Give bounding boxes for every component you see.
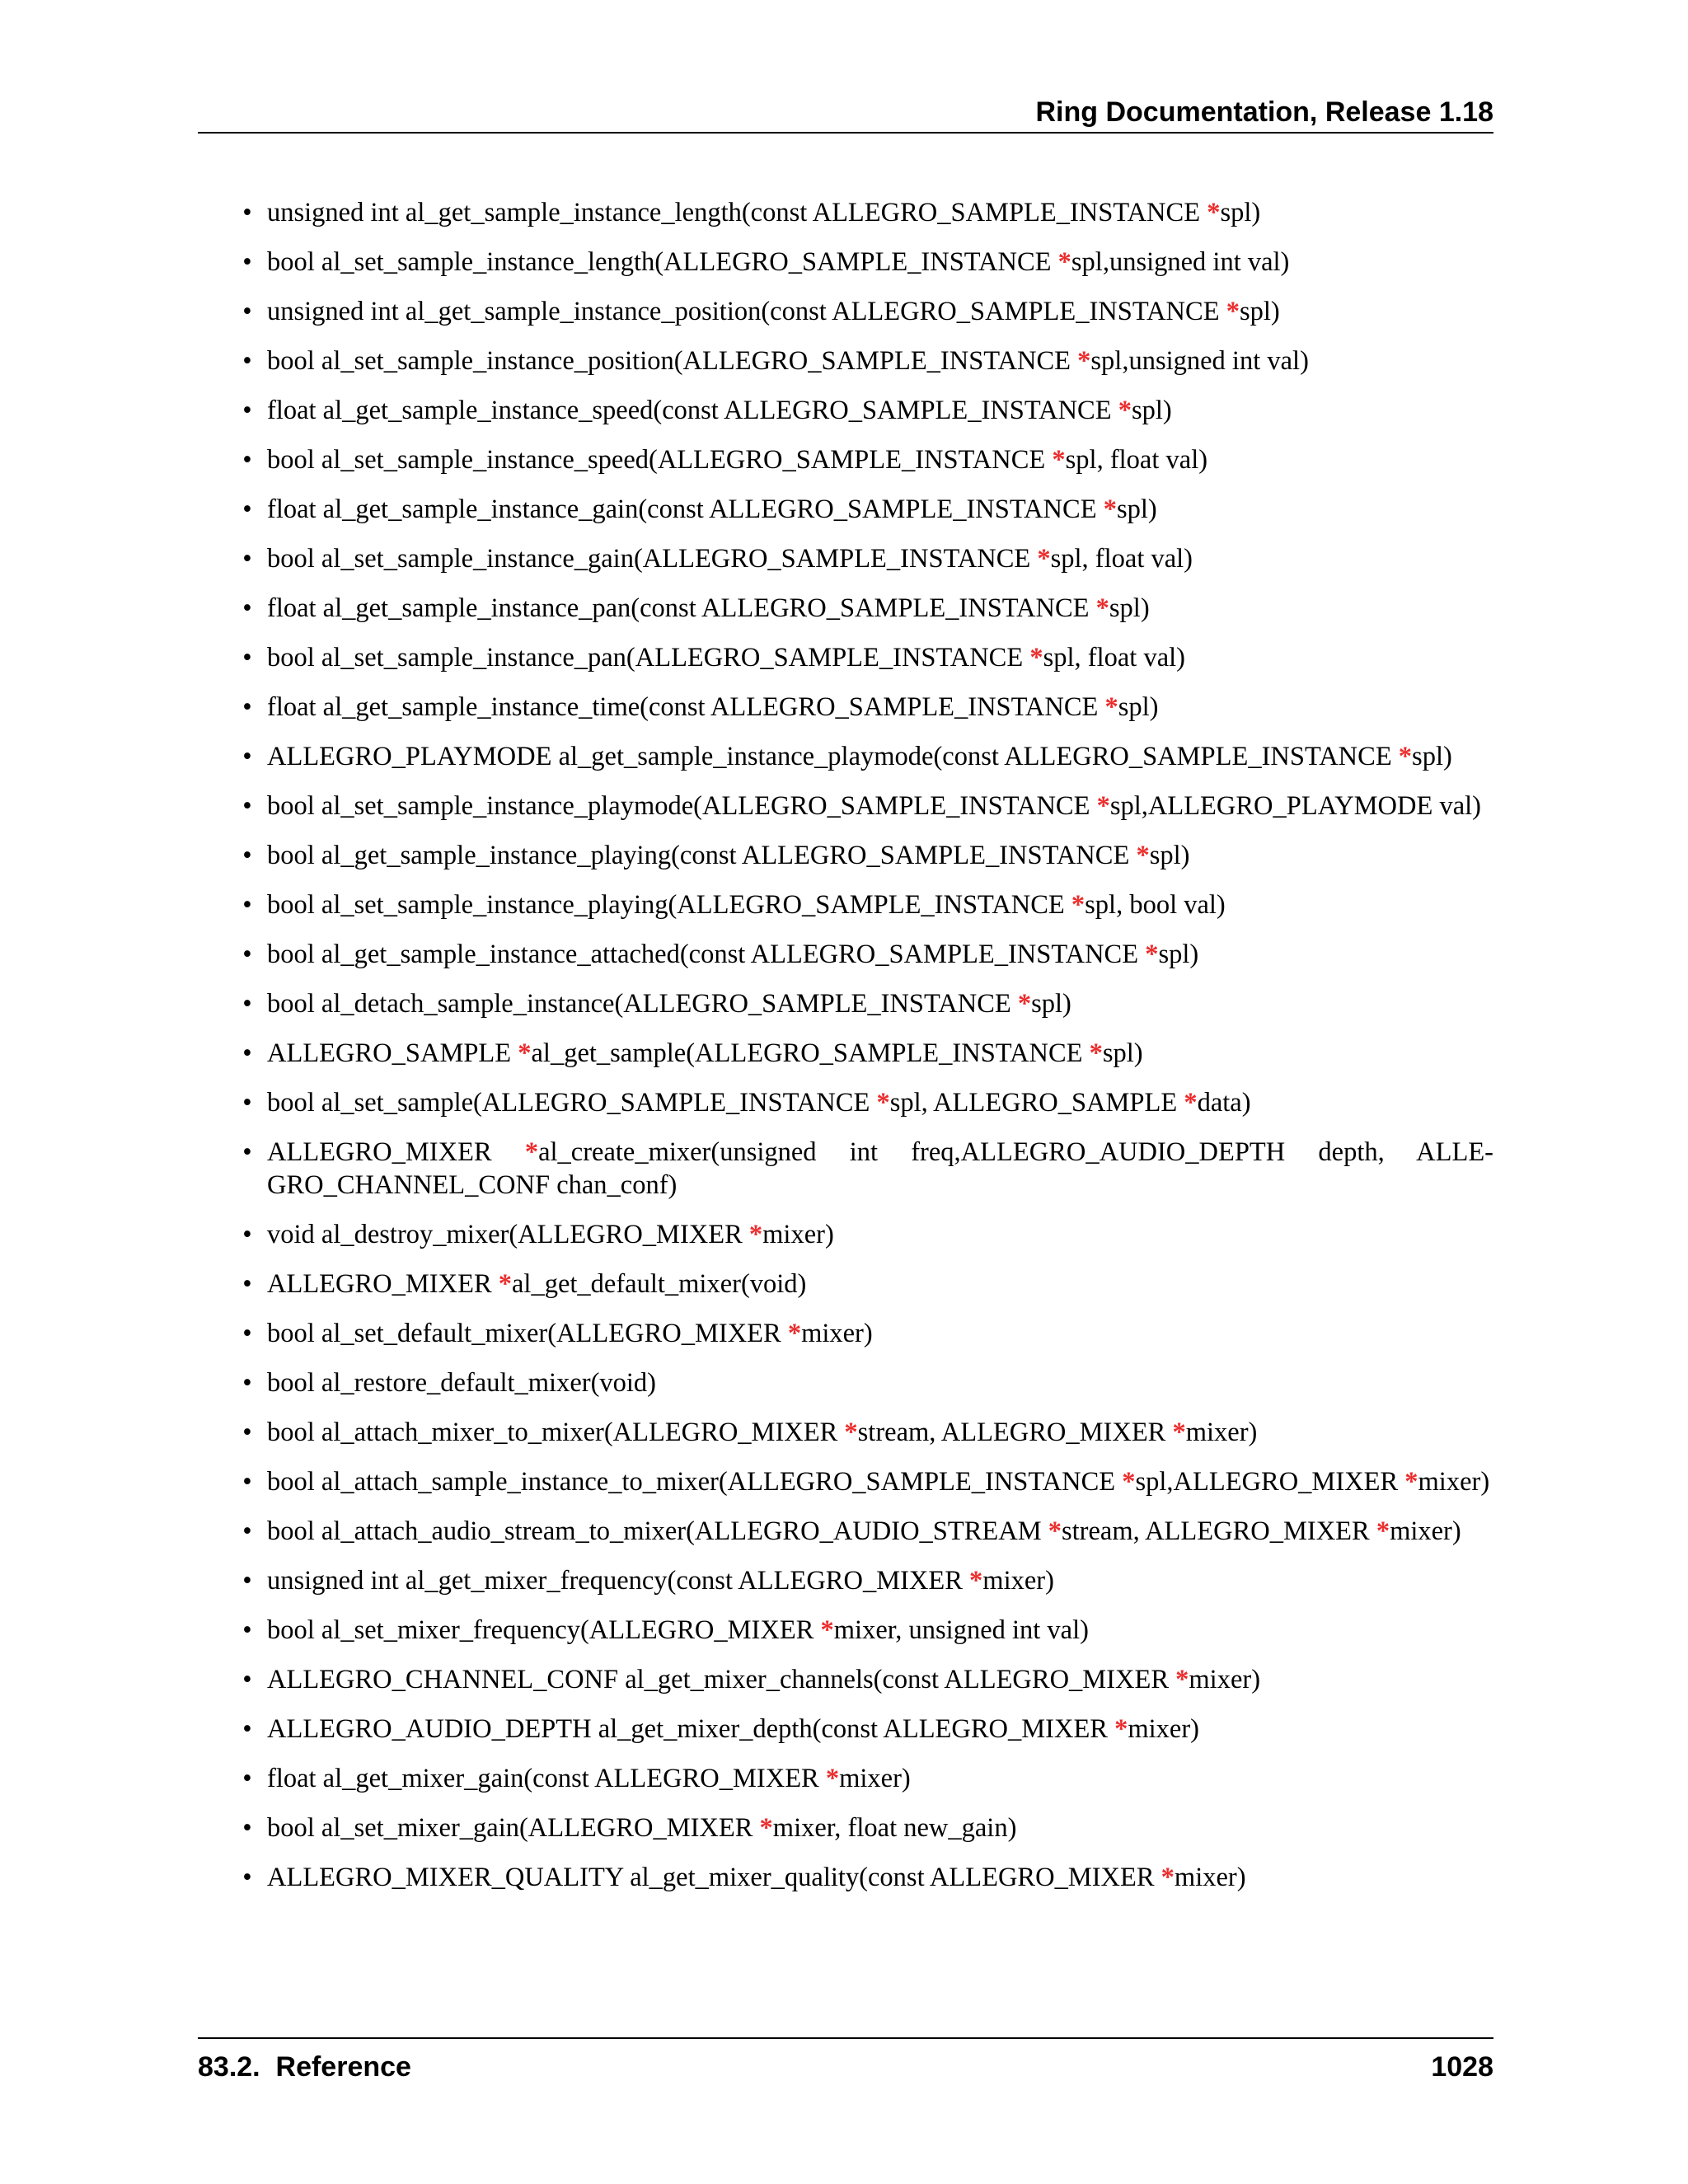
signature-text: spl, bool val): [1085, 890, 1226, 920]
pointer-asterisk: *: [1136, 841, 1150, 870]
list-item: [198, 1136, 1493, 1202]
bullet-icon: •: [242, 297, 252, 326]
signature-text: bool al_attach_sample_instance_to_mixer(ALLEGRO_SAMPLE_INSTANCE: [267, 1467, 1123, 1497]
pointer-asterisk: *: [1096, 791, 1110, 821]
bullet-icon: •: [242, 1566, 252, 1596]
pointer-asterisk: *: [1404, 1467, 1418, 1497]
signature-text: ALLEGRO_CHANNEL_CONF al_get_mixer_channels(const ALLEGRO_MIXER: [267, 1665, 1176, 1694]
signature-text: bool al_get_sample_instance_attached(const ALLEGRO_SAMPLE_INSTANCE: [267, 940, 1146, 969]
list-item: [198, 295, 1493, 328]
pointer-asterisk: *: [1052, 445, 1066, 475]
signature-text: spl,unsigned int val): [1090, 346, 1309, 376]
signature-text: mixer): [801, 1319, 873, 1348]
list-item: [198, 196, 1493, 229]
bullet-icon: •: [242, 544, 252, 574]
signature-text: mixer): [1174, 1863, 1246, 1892]
bullet-icon: •: [242, 247, 252, 277]
signature-text: bool al_set_mixer_frequency(ALLEGRO_MIXER: [267, 1615, 821, 1645]
pointer-asterisk: *: [1029, 643, 1043, 673]
signature-text: unsigned int al_get_sample_instance_position(const ALLEGRO_SAMPLE_INSTANCE: [267, 297, 1226, 326]
bullet-icon: •: [242, 692, 252, 722]
pointer-asterisk: *: [759, 1813, 773, 1843]
bullet-icon: •: [242, 1764, 252, 1793]
signature-text: mixer): [1390, 1516, 1461, 1546]
bullet-icon: •: [242, 1665, 252, 1694]
signature-text: ALLEGRO_SAMPLE: [267, 1038, 518, 1068]
signature-text: bool al_restore_default_mixer(void): [267, 1368, 656, 1398]
signature-text: spl): [1109, 593, 1150, 623]
bullet-icon: •: [242, 940, 252, 969]
list-item: [198, 1268, 1493, 1301]
signature-text: bool al_set_default_mixer(ALLEGRO_MIXER: [267, 1319, 788, 1348]
signature-text: ALLEGRO_AUDIO_DEPTH al_get_mixer_depth(const ALLEGRO_MIXER: [267, 1714, 1115, 1744]
signature-text: ALLEGRO_MIXER_QUALITY al_get_mixer_quality(const ALLEGRO_MIXER: [267, 1863, 1161, 1892]
pointer-asterisk: *: [844, 1418, 858, 1447]
list-item: [198, 493, 1493, 526]
list-item: [198, 740, 1493, 773]
signature-text: ALLEGRO_MIXER: [267, 1137, 525, 1167]
bullet-icon: •: [242, 841, 252, 870]
signature-text: mixer, unsigned int val): [833, 1615, 1089, 1645]
signature-text: spl,ALLEGRO_MIXER: [1135, 1467, 1405, 1497]
bullet-icon: •: [242, 890, 252, 920]
pointer-asterisk: *: [825, 1764, 840, 1793]
pointer-asterisk: *: [518, 1038, 532, 1068]
bullet-icon: •: [242, 1220, 252, 1249]
signature-text: ALLEGRO_MIXER: [267, 1269, 499, 1299]
pointer-asterisk: *: [1226, 297, 1240, 326]
signature-text: spl,ALLEGRO_PLAYMODE val): [1109, 791, 1482, 821]
signature-text: spl): [1102, 1038, 1143, 1068]
pointer-asterisk: *: [1077, 346, 1091, 376]
bullet-icon: •: [242, 742, 252, 771]
signature-text: al_create_mixer(unsigned int freq,ALLEGRO_AUDIO_DEPTH depth, ALLEGRO_CHANNEL_CONF chan_conf): [267, 1137, 1493, 1200]
pointer-asterisk: *: [1103, 494, 1117, 524]
signature-text: ALLEGRO_PLAYMODE al_get_sample_instance_playmode(const ALLEGRO_SAMPLE_INSTANCE: [267, 742, 1399, 771]
bullet-icon: •: [242, 593, 252, 623]
page-content: [198, 196, 1493, 1910]
signature-text: spl): [1412, 742, 1452, 771]
bullet-icon: •: [242, 445, 252, 475]
signature-text: mixer): [982, 1566, 1054, 1596]
signature-text: spl): [1031, 989, 1071, 1019]
bullet-icon: •: [242, 396, 252, 425]
signature-text: mixer, float new_gain): [772, 1813, 1017, 1843]
pointer-asterisk: *: [1095, 593, 1109, 623]
list-item: [198, 1564, 1493, 1597]
bullet-icon: •: [242, 346, 252, 376]
signature-text: spl): [1116, 494, 1157, 524]
bullet-icon: •: [242, 198, 252, 227]
list-item: [198, 1086, 1493, 1119]
pointer-asterisk: *: [1118, 396, 1132, 425]
bullet-icon: •: [242, 1088, 252, 1118]
list-item: [198, 888, 1493, 921]
section-title: 83.2. Reference: [198, 2051, 411, 2083]
signature-text: bool al_set_sample_instance_playing(ALLEGRO_SAMPLE_INSTANCE: [267, 890, 1071, 920]
list-item: [198, 790, 1493, 823]
pointer-asterisk: *: [1114, 1714, 1128, 1744]
page-number: 1028: [1431, 2051, 1493, 2083]
pointer-asterisk: *: [969, 1566, 983, 1596]
signature-text: mixer): [1418, 1467, 1490, 1497]
bullet-icon: •: [242, 1516, 252, 1546]
pointer-asterisk: *: [748, 1220, 763, 1249]
signature-text: mixer): [1189, 1665, 1261, 1694]
pointer-asterisk: *: [820, 1615, 834, 1645]
signature-text: spl, float val): [1043, 643, 1185, 673]
list-item: [198, 938, 1493, 971]
signature-text: al_get_default_mixer(void): [512, 1269, 807, 1299]
bullet-icon: •: [242, 1319, 252, 1348]
page-footer: [198, 2037, 1493, 2088]
list-item: [198, 1037, 1493, 1070]
signature-text: spl): [1239, 297, 1280, 326]
signature-text: float al_get_sample_instance_time(const ALLEGRO_SAMPLE_INSTANCE: [267, 692, 1105, 722]
signature-text: bool al_set_sample_instance_gain(ALLEGRO_SAMPLE_INSTANCE: [267, 544, 1038, 574]
signature-text: float al_get_sample_instance_speed(const ALLEGRO_SAMPLE_INSTANCE: [267, 396, 1118, 425]
signature-text: bool al_set_mixer_gain(ALLEGRO_MIXER: [267, 1813, 760, 1843]
pointer-asterisk: *: [1104, 692, 1118, 722]
list-item: [198, 641, 1493, 674]
signature-text: spl): [1149, 841, 1190, 870]
pointer-asterisk: *: [876, 1088, 890, 1118]
pointer-asterisk: *: [1376, 1516, 1390, 1546]
list-item: [198, 1614, 1493, 1647]
bullet-icon: •: [242, 1615, 252, 1645]
signature-text: spl): [1118, 692, 1159, 722]
pointer-asterisk: *: [1037, 544, 1051, 574]
pointer-asterisk: *: [1017, 989, 1032, 1019]
bullet-icon: •: [242, 1137, 252, 1167]
list-item: [198, 1663, 1493, 1696]
signature-text: spl): [1220, 198, 1261, 227]
list-item: [198, 1762, 1493, 1795]
page-header: [198, 89, 1493, 134]
pointer-asterisk: *: [498, 1269, 512, 1299]
bullet-icon: •: [242, 1418, 252, 1447]
signature-text: bool al_set_sample(ALLEGRO_SAMPLE_INSTANCE: [267, 1088, 877, 1118]
signature-text: bool al_set_sample_instance_pan(ALLEGRO_SAMPLE_INSTANCE: [267, 643, 1030, 673]
pointer-asterisk: *: [1184, 1088, 1198, 1118]
list-item: [198, 1515, 1493, 1548]
signature-text: bool al_set_sample_instance_length(ALLEGRO_SAMPLE_INSTANCE: [267, 247, 1058, 277]
signature-text: unsigned int al_get_mixer_frequency(const ALLEGRO_MIXER: [267, 1566, 970, 1596]
list-item: [198, 443, 1493, 476]
bullet-icon: •: [242, 643, 252, 673]
bullet-icon: •: [242, 1714, 252, 1744]
signature-text: bool al_get_sample_instance_playing(const ALLEGRO_SAMPLE_INSTANCE: [267, 841, 1137, 870]
list-item: [198, 542, 1493, 575]
bullet-icon: •: [242, 494, 252, 524]
signature-text: float al_get_mixer_gain(const ALLEGRO_MIXER: [267, 1764, 826, 1793]
signature-text: bool al_set_sample_instance_position(ALLEGRO_SAMPLE_INSTANCE: [267, 346, 1078, 376]
pointer-asterisk: *: [1172, 1418, 1186, 1447]
signature-text: spl): [1131, 396, 1172, 425]
pointer-asterisk: *: [1122, 1467, 1136, 1497]
pointer-asterisk: *: [1145, 940, 1159, 969]
list-item: [198, 1861, 1493, 1894]
pointer-asterisk: *: [1160, 1863, 1175, 1892]
list-item: [198, 394, 1493, 427]
bullet-icon: •: [242, 791, 252, 821]
pointer-asterisk: *: [1048, 1516, 1062, 1546]
signature-text: spl, float val): [1065, 445, 1208, 475]
signature-text: bool al_detach_sample_instance(ALLEGRO_SAMPLE_INSTANCE: [267, 989, 1018, 1019]
signature-text: mixer): [1185, 1418, 1258, 1447]
signature-text: spl,unsigned int val): [1071, 247, 1290, 277]
signature-text: bool al_attach_audio_stream_to_mixer(ALLEGRO_AUDIO_STREAM: [267, 1516, 1048, 1546]
signature-text: bool al_set_sample_instance_speed(ALLEGRO_SAMPLE_INSTANCE: [267, 445, 1053, 475]
pointer-asterisk: *: [524, 1137, 539, 1167]
signature-text: unsigned int al_get_sample_instance_length(const ALLEGRO_SAMPLE_INSTANCE: [267, 198, 1207, 227]
list-item: [198, 691, 1493, 724]
signature-text: stream, ALLEGRO_MIXER: [857, 1418, 1173, 1447]
signature-text: mixer): [762, 1220, 834, 1249]
signature-text: float al_get_sample_instance_gain(const ALLEGRO_SAMPLE_INSTANCE: [267, 494, 1104, 524]
pointer-asterisk: *: [787, 1319, 802, 1348]
signature-text: al_get_sample(ALLEGRO_SAMPLE_INSTANCE: [531, 1038, 1090, 1068]
signature-text: mixer): [1128, 1714, 1200, 1744]
signature-text: spl, ALLEGRO_SAMPLE: [889, 1088, 1184, 1118]
list-item: [198, 592, 1493, 625]
signature-text: data): [1197, 1088, 1251, 1118]
bullet-icon: •: [242, 1269, 252, 1299]
document-title: Ring Documentation, Release 1.18: [1035, 96, 1493, 128]
bullet-icon: •: [242, 1863, 252, 1892]
list-item: [198, 1416, 1493, 1449]
pointer-asterisk: *: [1071, 890, 1085, 920]
list-item: [198, 1811, 1493, 1844]
list-item: [198, 1465, 1493, 1498]
signature-text: void al_destroy_mixer(ALLEGRO_MIXER: [267, 1220, 749, 1249]
pointer-asterisk: *: [1057, 247, 1071, 277]
pointer-asterisk: *: [1175, 1665, 1189, 1694]
bullet-icon: •: [242, 1368, 252, 1398]
signature-text: stream, ALLEGRO_MIXER: [1062, 1516, 1376, 1546]
list-item: [198, 987, 1493, 1020]
signature-text: bool al_set_sample_instance_playmode(ALLEGRO_SAMPLE_INSTANCE: [267, 791, 1097, 821]
signature-text: spl, float val): [1050, 544, 1193, 574]
bullet-icon: •: [242, 1038, 252, 1068]
bullet-icon: •: [242, 1467, 252, 1497]
list-item: [198, 1317, 1493, 1350]
list-item: [198, 1713, 1493, 1746]
signature-text: mixer): [839, 1764, 911, 1793]
pointer-asterisk: *: [1398, 742, 1413, 771]
list-item: [198, 1366, 1493, 1399]
bullet-icon: •: [242, 989, 252, 1019]
list-item: [198, 344, 1493, 377]
signature-text: spl): [1158, 940, 1199, 969]
function-signature-list: [198, 196, 1493, 1894]
list-item: [198, 246, 1493, 279]
signature-text: bool al_attach_mixer_to_mixer(ALLEGRO_MIXER: [267, 1418, 845, 1447]
pointer-asterisk: *: [1089, 1038, 1103, 1068]
signature-text: float al_get_sample_instance_pan(const ALLEGRO_SAMPLE_INSTANCE: [267, 593, 1096, 623]
list-item: [198, 1218, 1493, 1251]
bullet-icon: •: [242, 1813, 252, 1843]
list-item: [198, 839, 1493, 872]
pointer-asterisk: *: [1207, 198, 1221, 227]
